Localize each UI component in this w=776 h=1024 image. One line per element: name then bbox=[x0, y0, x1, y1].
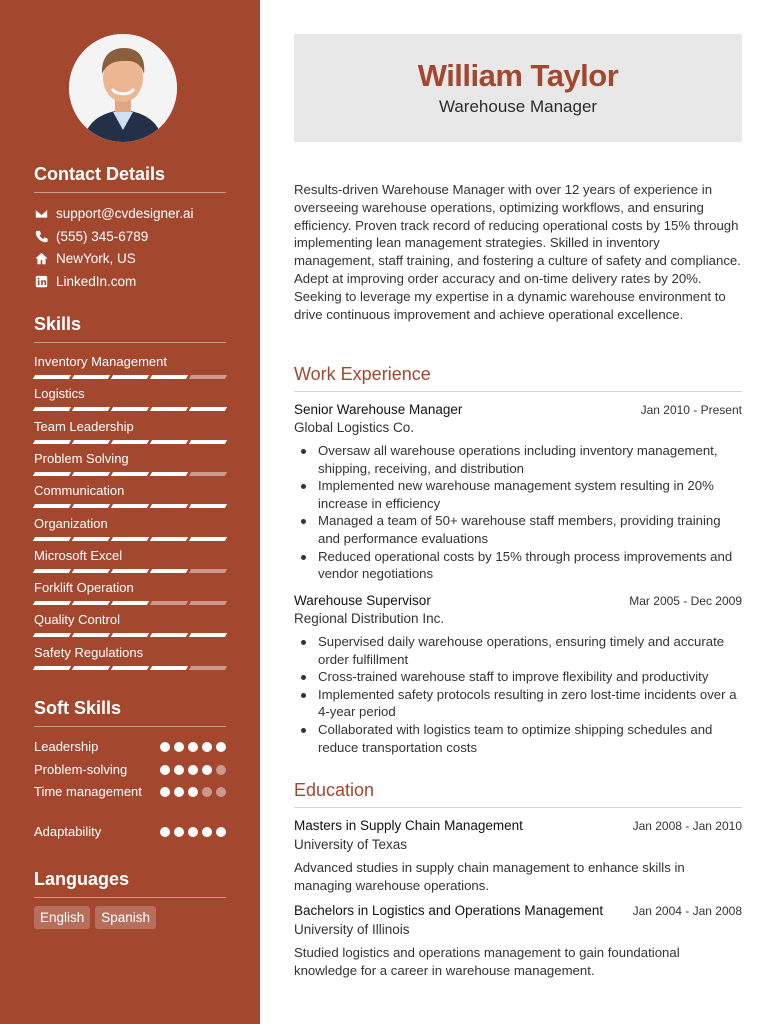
skill-level-segment bbox=[189, 601, 227, 605]
skill-level-segment bbox=[189, 472, 227, 476]
skill-level-segment bbox=[150, 569, 188, 573]
rating-dot bbox=[188, 787, 198, 797]
soft-skill-name: Time management bbox=[34, 784, 142, 799]
degree-dates: Jan 2008 - Jan 2010 bbox=[632, 819, 742, 833]
skill-level-segment bbox=[111, 601, 149, 605]
skill-name: Microsoft Excel bbox=[34, 547, 123, 563]
skill-level-segment bbox=[150, 375, 188, 379]
candidate-title: Warehouse Manager bbox=[438, 97, 598, 116]
bullet-item: Supervised daily warehouse operations, ensuring timely and accurate order fulfillment bbox=[318, 633, 742, 668]
skill-level-segment bbox=[150, 440, 188, 444]
degree-header bbox=[294, 818, 742, 833]
skill-item bbox=[34, 386, 226, 411]
rating-dot bbox=[174, 827, 184, 837]
skill-level-segment bbox=[33, 440, 71, 444]
bullet-item: Cross-trained warehouse staff to improve flexibility and productivity bbox=[318, 668, 742, 686]
languages-heading: Languages bbox=[34, 869, 226, 898]
skill-level-segment bbox=[111, 666, 149, 670]
skill-level-segment bbox=[33, 537, 71, 541]
skill-level-segment bbox=[72, 601, 110, 605]
envelope-icon bbox=[34, 207, 48, 221]
skill-level-segment bbox=[189, 666, 227, 670]
skill-name: Quality Control bbox=[34, 612, 120, 628]
contact-linkedin-text: LinkedIn.com bbox=[56, 274, 137, 289]
soft-skill-item bbox=[34, 738, 226, 756]
skill-level-bars bbox=[34, 472, 226, 476]
rating-dot bbox=[188, 765, 198, 775]
soft-skill-name: Leadership bbox=[34, 739, 99, 754]
contact-linkedin[interactable] bbox=[34, 274, 136, 289]
bullet-item: Managed a team of 50+ warehouse staff members, providing training and performance evaluations bbox=[318, 512, 742, 547]
job-title: Warehouse Supervisor bbox=[294, 593, 431, 608]
skill-item bbox=[34, 419, 226, 444]
bullet-item: Implemented new warehouse management system resulting in 20% increase in efficiency bbox=[318, 477, 742, 512]
skill-level-segment bbox=[150, 504, 188, 508]
soft-skill-rating bbox=[160, 827, 226, 837]
skill-level-segment bbox=[72, 633, 110, 637]
candidate-name: William Taylor bbox=[417, 58, 619, 93]
skill-level-segment bbox=[189, 375, 227, 379]
skill-name: Logistics bbox=[34, 386, 85, 402]
rating-dot bbox=[160, 827, 170, 837]
skill-level-segment bbox=[111, 537, 149, 541]
skill-level-bars bbox=[34, 537, 226, 541]
skill-level-bars bbox=[34, 407, 226, 411]
contact-phone[interactable] bbox=[34, 229, 148, 244]
skill-level-segment bbox=[150, 407, 188, 411]
skill-level-segment bbox=[111, 440, 149, 444]
skill-level-segment bbox=[189, 440, 227, 444]
skill-level-bars bbox=[34, 440, 226, 444]
rating-dot bbox=[160, 787, 170, 797]
degree-description: Advanced studies in supply chain management to enhance skills in managing warehouse operations. bbox=[294, 860, 685, 893]
profile-photo bbox=[69, 34, 177, 142]
contact-location bbox=[34, 251, 136, 266]
language-tag: English bbox=[34, 906, 90, 929]
name-header bbox=[294, 34, 742, 142]
soft-skill-item bbox=[34, 761, 226, 779]
skill-level-bars bbox=[34, 601, 226, 605]
degree-title: Bachelors in Logistics and Operations Management bbox=[294, 903, 604, 918]
skill-item bbox=[34, 451, 226, 476]
skill-level-bars bbox=[34, 633, 226, 637]
skill-level-segment bbox=[72, 407, 110, 411]
job-company: Regional Distribution Inc. bbox=[294, 611, 445, 626]
skill-item bbox=[34, 612, 226, 637]
bullet-item: Collaborated with logistics team to optimize shipping schedules and reduce transportation costs bbox=[318, 721, 742, 756]
skill-level-segment bbox=[189, 633, 227, 637]
contact-email-text: support@cvdesigner.ai bbox=[56, 206, 194, 221]
linkedin-icon bbox=[34, 275, 48, 289]
skill-name: Team Leadership bbox=[34, 418, 134, 434]
rating-dot bbox=[188, 827, 198, 837]
skill-level-segment bbox=[111, 504, 149, 508]
languages-list bbox=[34, 906, 156, 929]
language-tag: Spanish bbox=[95, 906, 156, 929]
degree-description: Studied logistics and operations management to gain foundational knowledge for a career in warehouse management. bbox=[294, 945, 680, 978]
contact-heading: Contact Details bbox=[34, 164, 226, 193]
rating-dot bbox=[202, 827, 212, 837]
skill-name: Organization bbox=[34, 515, 108, 531]
rating-dot bbox=[216, 742, 226, 752]
skill-level-segment bbox=[72, 569, 110, 573]
degree-header bbox=[294, 903, 742, 918]
home-icon bbox=[34, 252, 48, 266]
skill-name: Problem Solving bbox=[34, 450, 129, 466]
skill-item bbox=[34, 354, 226, 379]
skill-name: Inventory Management bbox=[34, 354, 167, 369]
skill-item bbox=[34, 645, 226, 670]
skill-level-segment bbox=[111, 472, 149, 476]
skill-level-segment bbox=[189, 407, 227, 411]
degree-dates: Jan 2004 - Jan 2008 bbox=[632, 904, 742, 918]
degree-school: University of Illinois bbox=[294, 922, 410, 937]
skill-level-segment bbox=[150, 666, 188, 670]
rating-dot bbox=[174, 765, 184, 775]
soft-skill-rating bbox=[160, 742, 226, 752]
sidebar bbox=[0, 0, 260, 1024]
skill-name: Communication bbox=[34, 483, 125, 499]
skill-level-segment bbox=[150, 633, 188, 637]
skill-level-segment bbox=[33, 472, 71, 476]
soft-skill-name: Problem-solving bbox=[34, 762, 128, 777]
skill-level-segment bbox=[189, 504, 227, 508]
skill-item bbox=[34, 548, 226, 573]
skill-level-segment bbox=[33, 666, 71, 670]
education-heading: Education bbox=[294, 780, 742, 808]
skill-level-segment bbox=[111, 407, 149, 411]
skill-name: Forklift Operation bbox=[34, 580, 134, 596]
skill-level-segment bbox=[33, 633, 71, 637]
soft-skill-item bbox=[34, 783, 226, 801]
bullet-item: Reduced operational costs by 15% through process improvements and vendor negotiations bbox=[318, 548, 742, 583]
degree-title: Masters in Supply Chain Management bbox=[294, 818, 523, 833]
job-header bbox=[294, 402, 742, 417]
skill-level-segment bbox=[111, 569, 149, 573]
rating-dot bbox=[216, 827, 226, 837]
rating-dot bbox=[188, 742, 198, 752]
skills-heading: Skills bbox=[34, 314, 226, 343]
skill-item bbox=[34, 483, 226, 508]
skill-item bbox=[34, 580, 226, 605]
professional-summary: Results-driven Warehouse Manager with over 12 years of experience in overseeing warehouse operations, optimizing workflows, and ensuring efficiency. Proven track record of reducing operational costs by 15% through implementing lean management strategies. Skilled in inventory management, staff training, and fostering a culture of safety and compliance. Adept at improving order accuracy and on-time delivery rates by 20%. Seeking to leverage my expertise in a dynamic warehouse environment to drive continuous improvement and achieve operational excellence. bbox=[294, 182, 741, 322]
skill-level-bars bbox=[34, 375, 226, 379]
work-experience-heading: Work Experience bbox=[294, 364, 742, 392]
phone-icon bbox=[34, 230, 48, 244]
contact-phone-text: (555) 345-6789 bbox=[56, 229, 149, 244]
job-bullets bbox=[318, 633, 742, 756]
rating-dot bbox=[202, 765, 212, 775]
rating-dot bbox=[202, 742, 212, 752]
job-dates: Jan 2010 - Present bbox=[640, 403, 742, 417]
skill-level-segment bbox=[150, 601, 188, 605]
rating-dot bbox=[202, 787, 212, 797]
soft-skill-rating bbox=[160, 787, 226, 797]
skill-level-segment bbox=[189, 569, 227, 573]
rating-dot bbox=[174, 742, 184, 752]
soft-skill-rating bbox=[160, 765, 226, 775]
skill-level-bars bbox=[34, 666, 226, 670]
skill-level-segment bbox=[72, 666, 110, 670]
skill-level-segment bbox=[33, 407, 71, 411]
skill-level-segment bbox=[111, 633, 149, 637]
skill-item bbox=[34, 516, 226, 541]
skill-level-segment bbox=[150, 472, 188, 476]
skill-level-segment bbox=[33, 569, 71, 573]
soft-skill-name: Adaptability bbox=[34, 824, 102, 839]
job-title: Senior Warehouse Manager bbox=[294, 402, 463, 417]
job-header bbox=[294, 593, 742, 608]
skill-level-bars bbox=[34, 504, 226, 508]
rating-dot bbox=[216, 765, 226, 775]
soft-skills-heading: Soft Skills bbox=[34, 698, 226, 727]
skill-level-segment bbox=[33, 375, 71, 379]
skill-level-segment bbox=[150, 537, 188, 541]
rating-dot bbox=[160, 765, 170, 775]
rating-dot bbox=[160, 742, 170, 752]
contact-email[interactable] bbox=[34, 206, 194, 221]
skill-level-segment bbox=[72, 504, 110, 508]
rating-dot bbox=[174, 787, 184, 797]
degree-school: University of Texas bbox=[294, 837, 408, 852]
skill-level-segment bbox=[72, 375, 110, 379]
job-company: Global Logistics Co. bbox=[294, 420, 415, 435]
skill-level-segment bbox=[72, 440, 110, 444]
bullet-item: Implemented safety protocols resulting in zero lost-time incidents over a 4-year period bbox=[318, 686, 742, 721]
skill-level-segment bbox=[111, 375, 149, 379]
skill-name: Safety Regulations bbox=[34, 644, 144, 660]
job-bullets bbox=[318, 442, 742, 583]
skill-level-segment bbox=[189, 537, 227, 541]
skill-level-segment bbox=[33, 504, 71, 508]
job-dates: Mar 2005 - Dec 2009 bbox=[629, 594, 742, 608]
skill-level-bars bbox=[34, 569, 226, 573]
skill-level-segment bbox=[33, 601, 71, 605]
bullet-item: Oversaw all warehouse operations including inventory management, shipping, receiving, and distribution bbox=[318, 442, 742, 477]
skill-level-segment bbox=[72, 537, 110, 541]
rating-dot bbox=[216, 787, 226, 797]
contact-location-text: NewYork, US bbox=[56, 251, 136, 266]
soft-skill-item bbox=[34, 823, 226, 841]
skill-level-segment bbox=[72, 472, 110, 476]
